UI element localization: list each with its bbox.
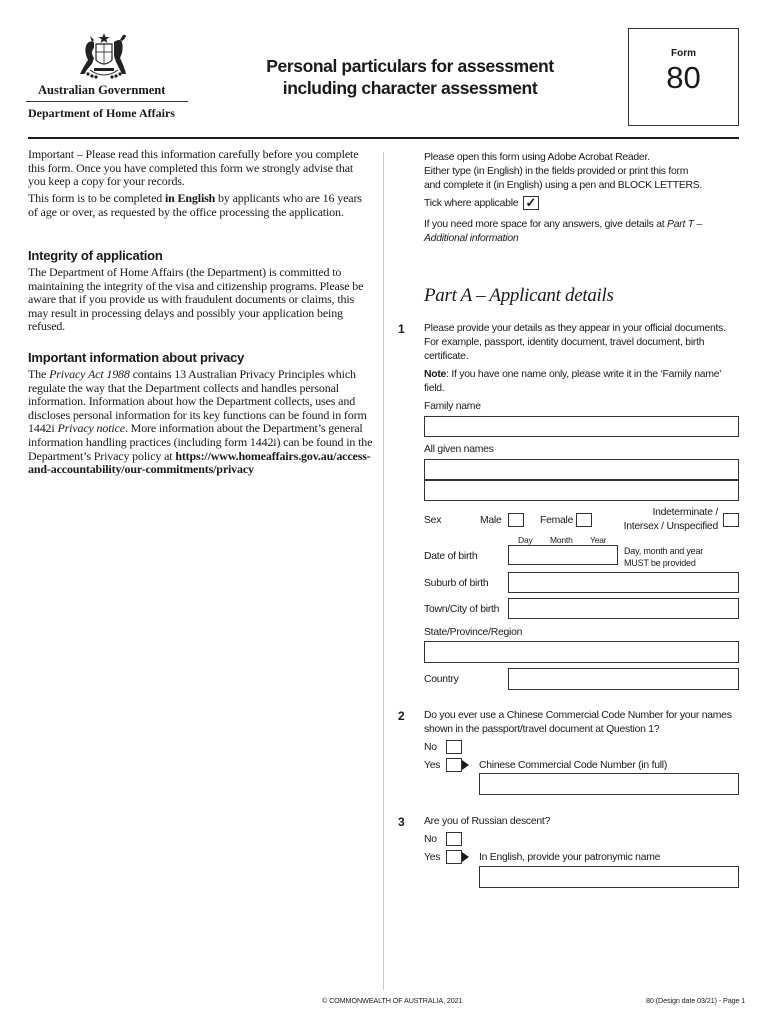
town-of-birth-label: Town/City of birth: [424, 604, 500, 615]
given-names-input-1[interactable]: [424, 459, 739, 480]
dob-note-line-2: MUST be provided: [624, 558, 696, 568]
header-divider: [28, 137, 739, 139]
q2-line-2: shown in the passport/travel document at Question 1?: [424, 724, 660, 735]
q1-note-label: Note: [424, 369, 447, 380]
privacy-heading: Important information about privacy: [28, 350, 245, 365]
intro-english-pre: This form is to be completed: [28, 191, 165, 205]
part-a-heading: Part A – Applicant details: [424, 285, 614, 306]
state-province-label: State/Province/Region: [424, 627, 523, 638]
q2-no-label: No: [424, 742, 437, 753]
indeterminate-line-1: Indeterminate /: [652, 507, 718, 518]
suburb-of-birth-label: Suburb of birth: [424, 578, 489, 589]
privacy-notice-name: Privacy notice: [57, 421, 125, 436]
arrow-right-icon: [462, 852, 469, 862]
instruction-line-2: Either type (in English) in the fields provided or print this form: [424, 166, 689, 177]
government-name-divider: [26, 101, 188, 102]
day-label: Day: [518, 535, 533, 545]
tick-label: Tick where applicable: [424, 198, 519, 209]
instruction-line-3: and complete it (in English) using a pen and BLOCK LETTERS.: [424, 180, 703, 191]
year-label: Year: [590, 535, 607, 545]
question-2-number: 2: [398, 709, 405, 723]
form-title-line-1: Personal particulars for assessment: [266, 56, 554, 76]
q1-line-3: certificate.: [424, 351, 469, 362]
privacy-policy-link[interactable]: https://www.homeaffairs.gov.au/access-and-accountability/our-commitments/privacy: [28, 448, 371, 477]
government-name: Australian Government: [38, 83, 166, 97]
country-input[interactable]: [508, 668, 739, 690]
q1-note-text: : If you have one name only, please write it in the ‘Family name’: [446, 369, 722, 380]
intro-english: [28, 192, 373, 219]
indeterminate-checkbox[interactable]: [723, 513, 739, 527]
q3-yes-checkbox[interactable]: [446, 850, 462, 864]
coat-of-arms-icon: [70, 30, 138, 82]
more-space-text: If you need more space for any answers, give details at: [424, 219, 668, 230]
dob-note-line-1: Day, month and year: [624, 546, 704, 556]
sex-label: Sex: [424, 515, 442, 526]
instruction-line-1: Please open this form using Adobe Acrobat Reader.: [424, 152, 650, 163]
privacy-act-name: Privacy Act 1988: [49, 367, 130, 381]
q2-yes-checkbox[interactable]: [446, 758, 462, 772]
town-of-birth-input[interactable]: [508, 598, 739, 619]
month-label: Month: [550, 535, 573, 545]
family-name-label: Family name: [424, 401, 481, 412]
privacy-mid: contains 13 Australian Privacy Principles which regulate the way that the Department collects and handles personal information. Information about how the Department collects, uses and discloses personal information for its key functions can be found in form 1442i: [28, 367, 367, 436]
q3-no-checkbox[interactable]: [446, 832, 462, 846]
date-of-birth-input[interactable]: [508, 545, 618, 565]
q1-line-1: Please provide your details as they appear in your official documents.: [424, 323, 726, 334]
female-label: Female: [540, 515, 574, 526]
indeterminate-label: [600, 506, 718, 534]
privacy-post: . More information about the Department’s general information handling practices (including form 1442i) can be found in the Department’s Privacy policy at: [28, 421, 373, 463]
q3-detail-label: In English, provide your patronymic name: [479, 852, 661, 863]
female-checkbox[interactable]: [576, 513, 592, 527]
footer-page-info: 80 (Design date 03/21) - Page 1: [646, 996, 746, 1005]
privacy-text: [28, 368, 373, 477]
check-mark-icon: ✓: [525, 195, 537, 210]
q1-note: [424, 368, 721, 382]
q3-yes-label: Yes: [424, 852, 441, 863]
column-divider: [383, 152, 384, 990]
date-of-birth-label: Date of birth: [424, 551, 478, 562]
intro-english-bold: in English: [164, 191, 216, 205]
country-label: Country: [424, 674, 459, 685]
q2-detail-label: Chinese Commercial Code Number (in full): [479, 760, 668, 771]
q2-line-1: Do you ever use a Chinese Commercial Code Number for your names: [424, 710, 732, 721]
form-label: Form: [671, 48, 696, 59]
question-1-number: 1: [398, 322, 405, 336]
privacy-the: The: [28, 367, 50, 381]
form-title-line-2: including character assessment: [282, 78, 538, 98]
given-names-input-2[interactable]: [424, 480, 739, 501]
form-number: 80: [666, 60, 701, 95]
suburb-of-birth-input[interactable]: [508, 572, 739, 593]
q2-yes-label: Yes: [424, 760, 441, 771]
integrity-heading: Integrity of application: [28, 248, 163, 263]
dob-note: [624, 545, 703, 569]
q3-line-1: Are you of Russian descent?: [424, 816, 551, 827]
tick-example-checkbox: [523, 196, 539, 210]
department-name: Department of Home Affairs: [28, 106, 175, 120]
male-checkbox[interactable]: [508, 513, 524, 527]
given-names-label: All given names: [424, 444, 494, 455]
family-name-input[interactable]: [424, 416, 739, 437]
patronymic-name-input[interactable]: [479, 866, 739, 888]
integrity-text: The Department of Home Affairs (the Department) is committed to maintaining the integrity of the visa and citizenship programs. Please be aware that if you provide us with fraudulent documents or claims, this may result in processing delays and possibly your application being refused.: [28, 265, 364, 334]
indeterminate-line-2: Intersex / Unspecified: [623, 521, 718, 532]
more-space-line-1: [424, 218, 702, 232]
q1-note-line-2: field.: [424, 383, 445, 394]
male-label: Male: [480, 515, 502, 526]
form-title: [245, 55, 575, 99]
intro-english-post: by applicants who are 16 years of age or over, as requested by the office processing the application.: [28, 191, 362, 219]
intro-important: Important – Please read this information carefully before you complete this form. Once you have completed this form we strongly advise that you keep a copy for your records.: [28, 147, 359, 189]
more-space-part-t: Part T –: [667, 219, 702, 230]
footer-copyright: © COMMONWEALTH OF AUSTRALIA, 2021: [322, 996, 463, 1005]
arrow-right-icon: [462, 760, 469, 770]
chinese-code-input[interactable]: [479, 773, 739, 795]
question-3-number: 3: [398, 815, 405, 829]
more-space-line-2: Additional information: [424, 233, 519, 244]
state-province-input[interactable]: [424, 641, 739, 663]
q1-line-2: For example, passport, identity document, travel document, birth: [424, 337, 705, 348]
q2-no-checkbox[interactable]: [446, 740, 462, 754]
q3-no-label: No: [424, 834, 437, 845]
